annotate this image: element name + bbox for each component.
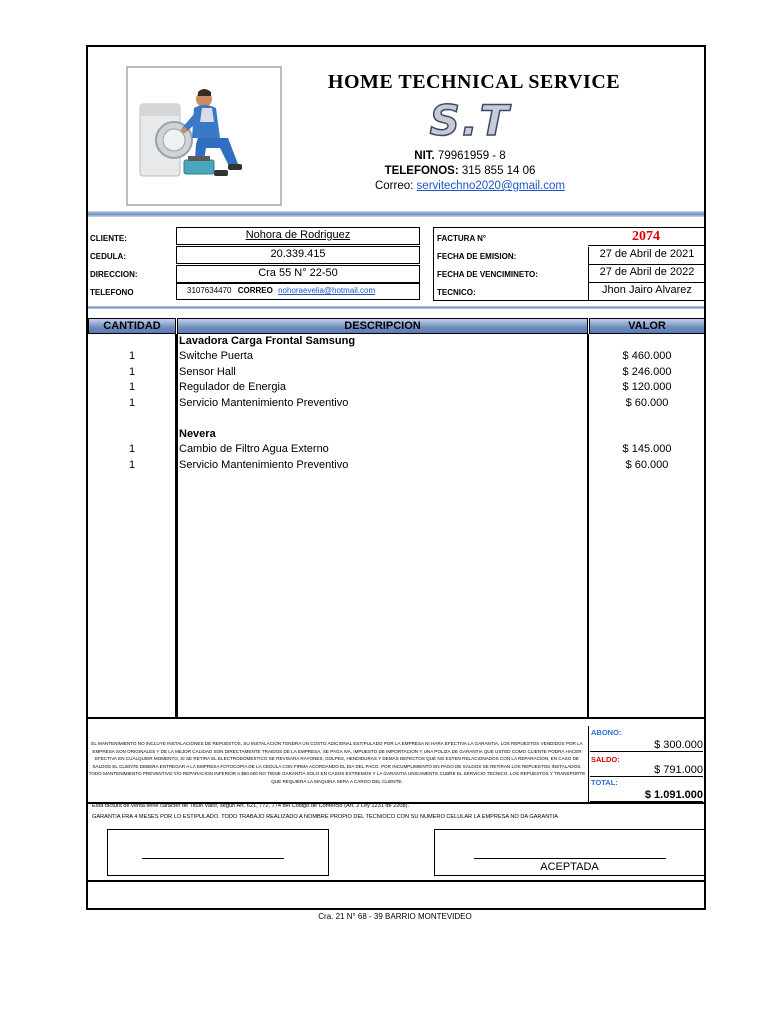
row-value: $ 246.000 xyxy=(622,366,672,378)
row-qty: 1 xyxy=(128,350,136,362)
phones-value: 315 855 14 06 xyxy=(461,165,536,177)
row-value: $ 60.000 xyxy=(625,459,669,471)
row-desc: Switche Puerta xyxy=(179,350,253,362)
emision-label: FECHA DE EMISION: xyxy=(437,252,517,261)
column-divider-1 xyxy=(175,334,178,718)
row-value: $ 145.000 xyxy=(622,443,672,455)
signature-line-company xyxy=(142,858,284,859)
group-title-fridge: Nevera xyxy=(179,428,216,440)
row-qty: 1 xyxy=(128,459,136,471)
header-cantidad: CANTIDAD xyxy=(88,318,176,334)
terms-text: EL MANTENIMIENTO NO INCLUYE INSTALACIONES DE REPUESTOS, SU INSTALACION TENDRA UN COSTO ADICIONAL ESTIPULADO POR LA EMPRESA NI HARA EFECTIVA LA GARANTIA, LOS REPUESTOS VENDIDOS POR LA EMPRESA SON ORIGINALES Y DE LA MEJOR CALIDAD SON DIRECTAMENTE TRAIDOS DE LA EMPRESA, SE PAGA IVA, IMPUESTO DE IMPORTACION Y UNA POLIZA DE GARANTIA QUE USTED COMO CLIENTE PODRA HACER EFECTIVA EN CUALQUIER MOMENTO, SI SE RETIRA EL ELECTRODOMESTICO SE REVISARA RAYONES, GOLPES, HENDIDURAS Y DEMAS DEFECTOS QUE NO ESTEN RELACIONADOS CON LA REPARACION, EN CASO DE SALDOS EL CLIENTE DEBERA ENTREGAR A LA EMPRESA FOTOCOPIA DE LA CEDULA CON FIRMA ACORDANDO EL DIA DEL PAGO. POR INCUMPLIMIENTO EN PAGO DE SALDOS SE RETIRAN LOS REPUESTOS INSTALADOS. TODO MANTENIMIENTO PREVENTIVO Y/O REPARACION INFERIOR A $50.000 NO TIENE GARANTIA SOLO EN CASOS EXTREMOS Y LA GARANTIA UNICAMENTE CUBRE EL SERVICIO TECNICO, LOS REPUESTOS Y TRANSPORTE QUE REQUIERA LA MAQUINA SERA A CARGO DEL CLIENTE. xyxy=(88,741,586,784)
header-descripcion: DESCRIPCION xyxy=(177,318,588,334)
accepted-label: ACEPTADA xyxy=(540,861,599,873)
correo-label: CORREO xyxy=(237,286,273,295)
column-divider-2 xyxy=(587,334,589,718)
phones-line xyxy=(340,165,580,177)
signature-line-client xyxy=(474,858,666,859)
cliente-label: CLIENTE: xyxy=(90,234,127,243)
footer-address: Cra. 21 N° 68 - 39 BARRIO MONTEVIDEO xyxy=(318,912,472,921)
row-desc: Servicio Mantenimiento Preventivo xyxy=(179,459,349,471)
header-valor: VALOR xyxy=(589,318,705,334)
row-value: $ 120.000 xyxy=(622,381,672,393)
abono-value: $ 300.000 xyxy=(590,739,703,752)
cedula-label: CEDULA: xyxy=(90,252,126,261)
table-bottom-line xyxy=(88,717,705,719)
company-email-link[interactable]: servitechno2020@gmail.com xyxy=(416,180,566,192)
saldo-value: $ 791.000 xyxy=(590,764,703,777)
invoice-number: 2074 xyxy=(588,229,704,246)
row-qty: 1 xyxy=(128,397,136,409)
telefono-label: TELEFONO xyxy=(90,288,134,297)
nit-label: NIT. xyxy=(414,150,435,162)
row-desc: Servicio Mantenimiento Preventivo xyxy=(179,397,349,409)
warranty-note: GARANTIA FRA 4 MESES POR LO ESTIPULADO. TODO TRABAJO REALIZADO A NOMBRE PROPIO DEL TECNIOCO CON SU NUMERO CELULAR LA EMPRESA NO DA GARANTIA xyxy=(92,814,558,820)
telefono-field xyxy=(176,283,420,300)
nit-line xyxy=(340,150,580,162)
header-divider xyxy=(88,211,704,217)
signature-box-company xyxy=(107,829,329,876)
row-value: $ 460.000 xyxy=(622,350,672,362)
row-value: $ 60.000 xyxy=(625,397,669,409)
direccion-label: DIRECCION: xyxy=(90,270,138,279)
cedula-field: 20.339.415 xyxy=(176,246,420,264)
email-line xyxy=(340,180,600,192)
tecnico-label: TECNICO: xyxy=(437,288,476,297)
row-desc: Sensor Hall xyxy=(179,366,236,378)
technician-photo xyxy=(126,66,282,206)
cliente-field xyxy=(176,227,420,245)
saldo-label: SALDO: xyxy=(591,755,620,764)
cliente-value: Nohora de Rodriguez xyxy=(245,229,351,241)
client-divider xyxy=(88,306,704,309)
signature-box-client xyxy=(434,829,705,876)
nit-value: 79961959 - 8 xyxy=(437,150,506,162)
vencimiento-label: FECHA DE VENCIMINETO: xyxy=(437,270,538,279)
washer-repair-illustration xyxy=(128,68,280,204)
company-name: HOME TECHNICAL SERVICE xyxy=(327,71,621,93)
vencimiento-value: 27 de Abril de 2022 xyxy=(588,265,705,283)
signature-bottom-line xyxy=(88,880,705,882)
phones-label: TELEFONOS: xyxy=(384,165,459,177)
row-desc: Cambio de Filtro Agua Externo xyxy=(179,443,329,455)
tecnico-value: Jhon Jairo Alvarez xyxy=(588,283,705,300)
group-title-washer: Lavadora Carga Frontal Samsung xyxy=(179,335,356,347)
client-email-link[interactable]: nohoraevelia@hotmail.com xyxy=(278,286,376,295)
legal-note: Esta factura de venta tiene caracter de Titulo Valor, según Art. 621, 772, 774 del Codigo de Comercio (Art. 2 Ley 1231 de 2208). xyxy=(92,803,410,809)
direccion-field: Cra 55 N° 22-50 xyxy=(176,265,420,283)
total-label: TOTAL: xyxy=(591,778,618,787)
telefono-value: 3107634470 xyxy=(187,286,232,295)
row-qty: 1 xyxy=(128,443,136,455)
abono-label: ABONO: xyxy=(591,728,622,737)
total-value: $ 1.091.000 xyxy=(590,789,703,802)
email-label: Correo: xyxy=(374,180,414,192)
row-desc: Regulador de Energia xyxy=(179,381,287,393)
row-qty: 1 xyxy=(128,366,136,378)
row-qty: 1 xyxy=(128,381,136,393)
emision-value: 27 de Abril de 2021 xyxy=(588,247,705,265)
company-logo: S.T xyxy=(429,96,511,145)
factura-label: FACTURA N° xyxy=(437,234,487,243)
